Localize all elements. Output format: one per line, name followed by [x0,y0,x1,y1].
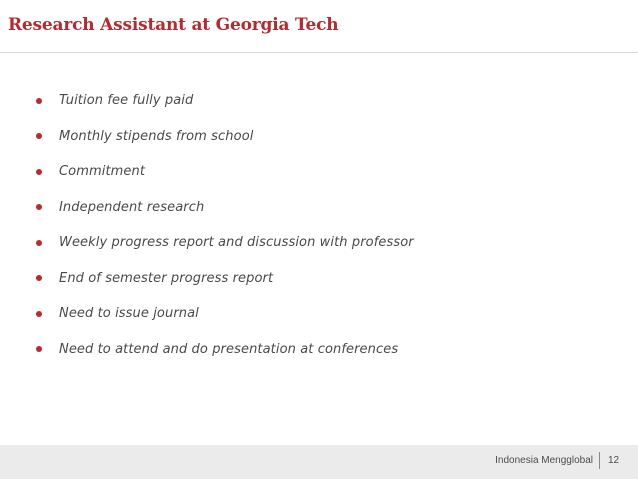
list-item [36,261,414,297]
bullet-icon [36,311,42,317]
footer-brand: Indonesia Mengglobal [495,455,593,466]
title-divider [0,52,638,53]
bullet-icon [36,133,42,139]
list-item [36,154,414,190]
bullet-icon [36,275,42,281]
list-item [36,119,414,155]
bullet-text: Independent research [59,199,205,215]
bullet-icon [36,204,42,210]
bullet-icon [36,98,42,104]
bullet-icon [36,346,42,352]
bullet-list [36,83,414,367]
page-number: 12 [608,455,620,466]
bullet-icon [36,169,42,175]
bullet-icon [36,240,42,246]
slide-footer [0,445,638,479]
bullet-text: Need to attend and do presentation at conferences [59,341,399,357]
bullet-text: Tuition fee fully paid [59,93,194,109]
bullet-text: Commitment [59,164,146,180]
bullet-text: Weekly progress report and discussion with professor [59,235,414,251]
list-item [36,296,414,332]
footer-separator [599,452,600,469]
slide-title: Research Assistant at Georgia Tech [8,15,339,35]
list-item [36,190,414,226]
list-item [36,225,414,261]
bullet-text: Monthly stipends from school [59,128,254,144]
list-item [36,83,414,119]
bullet-text: End of semester progress report [59,270,274,286]
list-item [36,332,414,368]
bullet-text: Need to issue journal [59,306,199,322]
